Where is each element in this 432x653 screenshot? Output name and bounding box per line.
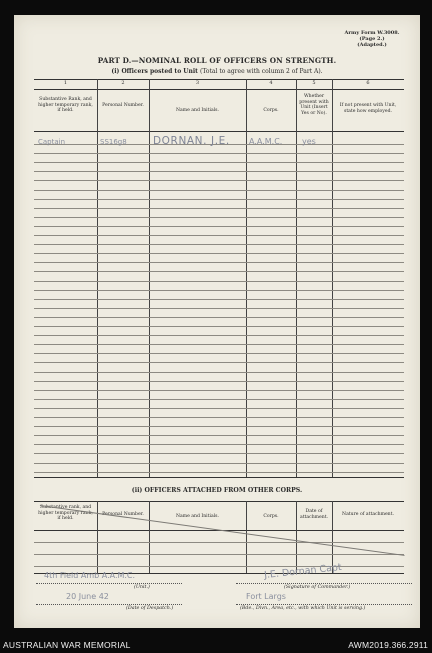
entry-rank: Captain xyxy=(38,138,66,146)
column-number-2: 2 xyxy=(121,80,125,86)
column-rule xyxy=(149,501,150,573)
column-rule xyxy=(296,501,297,573)
row-rule xyxy=(34,308,404,309)
row-rule xyxy=(34,426,404,427)
row-rule xyxy=(34,435,404,436)
entry-personal-number: SS16g8 xyxy=(100,138,127,146)
row-rule xyxy=(34,244,404,245)
row-rule xyxy=(34,390,404,391)
row-rule xyxy=(34,235,404,236)
section-one-title xyxy=(14,68,420,75)
section-one-note: (Total to agree with column 2 of Part A). xyxy=(200,68,323,75)
row-rule xyxy=(34,217,404,218)
number-row-rule xyxy=(34,89,404,90)
despatch-date-entry: 20 June 42 xyxy=(66,592,109,601)
row-rule xyxy=(34,542,404,543)
header-personal-number: Personal Number. xyxy=(102,512,144,517)
despatch-line xyxy=(36,604,182,605)
header-personal-number: Personal Number. xyxy=(102,103,144,108)
header-row-rule xyxy=(34,131,404,132)
row-rule xyxy=(34,566,404,567)
header-corps: Corps. xyxy=(263,108,279,113)
row-rule xyxy=(34,444,404,445)
row-rule xyxy=(34,326,404,327)
station-line xyxy=(236,604,412,605)
row-rule xyxy=(34,408,404,409)
column-number-6: 6 xyxy=(366,80,370,86)
form-page-number: (Page 2.) xyxy=(359,36,385,43)
column-rule xyxy=(97,501,98,573)
column-number-5: 5 xyxy=(312,80,316,86)
row-rule xyxy=(34,381,404,382)
unit-label: (Unit.) xyxy=(134,585,150,590)
column-number-4: 4 xyxy=(269,80,273,86)
column-rule xyxy=(246,501,247,573)
form-page xyxy=(14,15,420,628)
section-one-heading: (i) Officers posted to Unit xyxy=(111,68,198,75)
row-rule xyxy=(34,153,404,154)
row-rule xyxy=(34,262,404,263)
row-rule xyxy=(34,162,404,163)
row-rule xyxy=(34,344,404,345)
header-name: Name and Initials. xyxy=(176,514,219,519)
signature-line xyxy=(236,583,412,584)
row-rule xyxy=(34,372,404,373)
row-rule xyxy=(34,554,404,555)
row-rule xyxy=(34,199,404,200)
row-rule xyxy=(34,226,404,227)
row-rule xyxy=(34,463,404,464)
row-rule xyxy=(34,281,404,282)
form-reference xyxy=(342,30,402,49)
table-top-rule xyxy=(34,501,404,502)
column-number-1: 1 xyxy=(63,80,68,86)
station-entry: Fort Largs xyxy=(246,592,286,601)
header-employment: If not present with Unit, state how employed. xyxy=(339,103,397,114)
signature-label: (Signature of Commander.) xyxy=(284,585,351,590)
row-rule xyxy=(34,271,404,272)
row-rule xyxy=(34,180,404,181)
header-rank: Substantive rank, and higher temporary rank, if held. xyxy=(38,505,93,522)
row-rule xyxy=(34,417,404,418)
header-nature-attachment: Nature of attachment. xyxy=(342,512,394,517)
row-rule xyxy=(34,353,404,354)
row-rule xyxy=(34,453,404,454)
commander-signature: J.E. Dornan Capt xyxy=(263,561,343,582)
row-rule xyxy=(34,335,404,336)
form-number: Army Form W.3008. xyxy=(344,30,400,36)
row-rule xyxy=(34,171,404,172)
header-present: Whether present with Unit (Insert Yes or No). xyxy=(299,94,329,116)
header-date-attachment: Date of attachment. xyxy=(299,509,329,520)
row-rule xyxy=(34,317,404,318)
archive-credit: AUSTRALIAN WAR MEMORIAL xyxy=(3,640,131,650)
row-rule xyxy=(34,253,404,254)
row-rule xyxy=(34,290,404,291)
officers-posted-table xyxy=(34,79,404,477)
header-rank: Substantive Rank, and higher temporary rank, if held. xyxy=(38,97,93,114)
form-adapted: (Adapted.) xyxy=(357,42,387,49)
column-number-3: 3 xyxy=(195,80,200,86)
archive-reference: AWM2019.366.2911 xyxy=(348,640,428,650)
entry-name: DORNAN. J.E. xyxy=(153,135,230,147)
entry-corps: A.A.M.C. xyxy=(249,137,283,146)
part-title: PART D.—NOMINAL ROLL OF OFFICERS ON STRENGTH. xyxy=(97,56,337,65)
row-rule xyxy=(34,190,404,191)
unit-line xyxy=(36,583,182,584)
header-name: Name and Initials. xyxy=(176,108,219,113)
table-bottom-rule xyxy=(34,477,404,478)
row-rule xyxy=(34,472,404,473)
officers-attached-table xyxy=(34,501,404,573)
entry-present: yes xyxy=(302,137,316,146)
despatch-label: (Date of Despatch.) xyxy=(126,606,174,611)
row-rule xyxy=(34,399,404,400)
section-two-title: (ii) OFFICERS ATTACHED FROM OTHER CORPS. xyxy=(131,487,303,494)
station-label: (Bde., Divn., Area, etc., with which Unit is serving.) xyxy=(240,606,366,611)
header-corps: Corps. xyxy=(263,514,279,519)
unit-entry: 4th Field Amb A.A.M.C. xyxy=(44,571,136,580)
row-rule xyxy=(34,208,404,209)
row-rule xyxy=(34,299,404,300)
row-rule xyxy=(34,362,404,363)
